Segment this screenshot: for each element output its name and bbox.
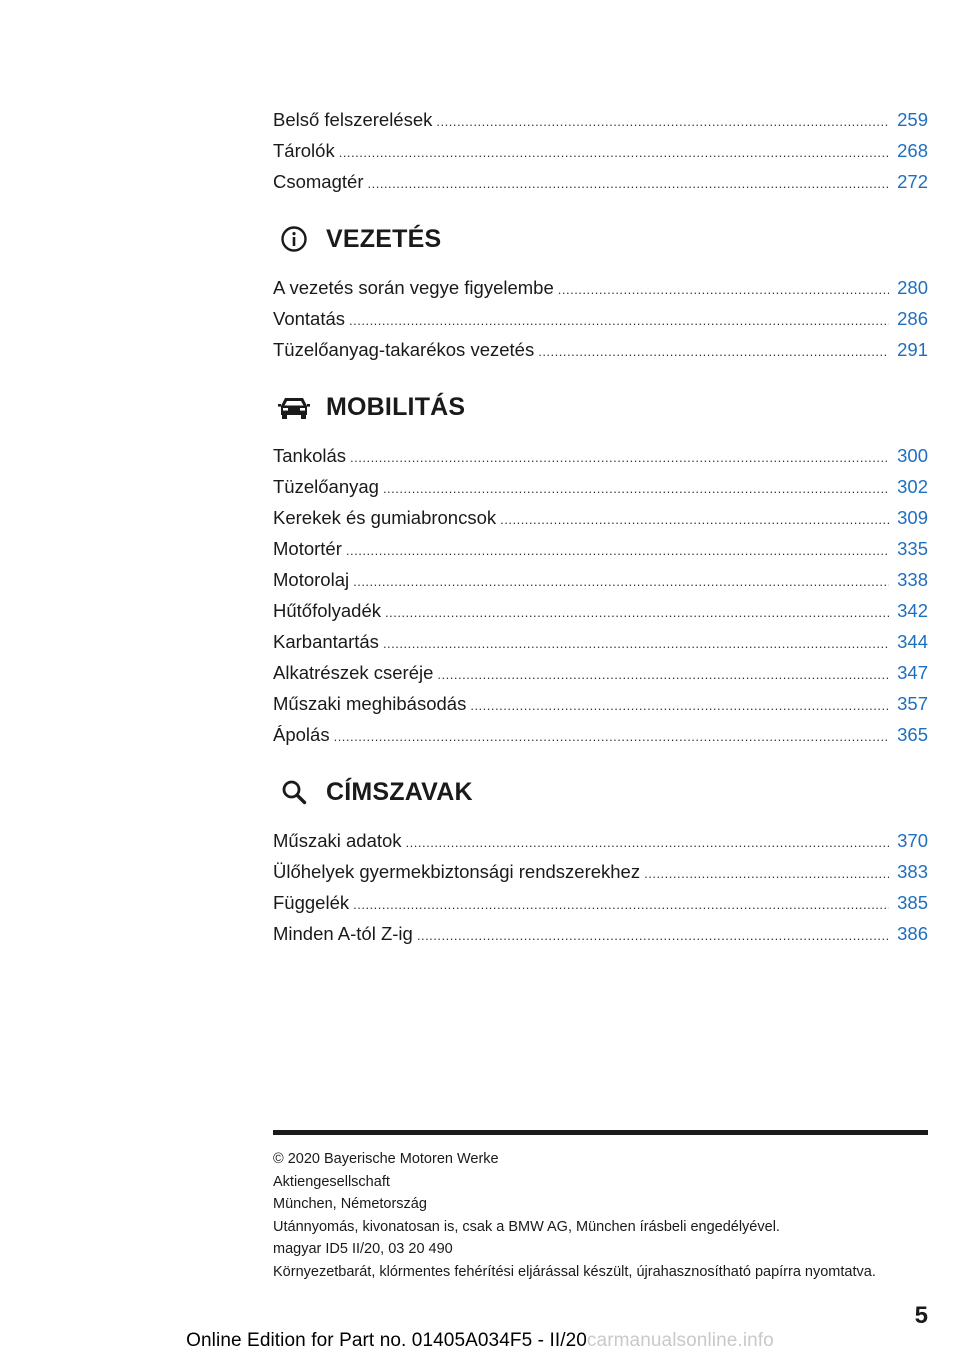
toc-entry-title: Belső felszerelések — [273, 109, 433, 130]
toc-entry[interactable] — [273, 595, 928, 626]
dot-leader — [349, 305, 889, 336]
toc-entry-page[interactable]: 385 — [897, 892, 928, 913]
dot-leader — [538, 336, 889, 367]
toc-entry-title: Hűtőfolyadék — [273, 600, 381, 621]
toc-entry-title: Minden A-tól Z-ig — [273, 923, 413, 944]
toc-entry-title: Vontatás — [273, 308, 346, 329]
toc-entry-page[interactable]: 272 — [897, 171, 928, 192]
toc-entry[interactable] — [273, 626, 928, 657]
toc-entry[interactable] — [273, 719, 928, 750]
toc-entry-page[interactable]: 280 — [897, 277, 928, 298]
dot-leader — [353, 566, 889, 597]
toc-entry[interactable] — [273, 688, 928, 719]
dot-leader — [406, 827, 890, 858]
toc-entry-page[interactable]: 370 — [897, 830, 928, 851]
toc-entry-page[interactable]: 302 — [897, 476, 928, 497]
toc-entry[interactable] — [273, 825, 928, 856]
imprint-divider — [273, 1130, 928, 1135]
toc-entry-page[interactable]: 386 — [897, 923, 928, 944]
dot-leader — [644, 858, 889, 889]
toc-group — [273, 206, 928, 365]
toc-entry-page[interactable]: 291 — [897, 339, 928, 360]
toc-entry[interactable] — [273, 166, 928, 197]
toc-entry-title: Motortér — [273, 538, 342, 559]
dot-leader — [353, 889, 889, 920]
toc-group — [273, 759, 928, 949]
page-number: 5 — [914, 1302, 928, 1329]
toc-entry-title: Alkatrészek cseréje — [273, 662, 434, 683]
dot-leader — [417, 920, 889, 951]
imprint — [273, 1148, 876, 1284]
toc-entry[interactable] — [273, 334, 928, 365]
toc-entry[interactable] — [273, 502, 928, 533]
toc-entry[interactable] — [273, 104, 928, 135]
footer-edition: Online Edition for Part no. 01405A034F5 - II/20 — [186, 1330, 587, 1351]
toc-entry-page[interactable]: 365 — [897, 724, 928, 745]
toc-entry-title: Ülőhelyek gyermekbiztonsági rendszerekhez — [273, 861, 641, 882]
toc-entry-page[interactable]: 335 — [897, 538, 928, 559]
dot-leader — [470, 690, 889, 721]
toc-entry-page[interactable]: 309 — [897, 507, 928, 528]
toc-entry[interactable] — [273, 856, 928, 887]
footer-site: carmanualsonline.info — [586, 1330, 774, 1351]
toc-entry-page[interactable]: 268 — [897, 140, 928, 161]
section-heading: MOBILITÁS — [326, 392, 466, 421]
dot-leader — [383, 628, 889, 659]
toc-entry[interactable] — [273, 272, 928, 303]
toc-entry-page[interactable]: 338 — [897, 569, 928, 590]
toc-entry-title: Tárolók — [273, 140, 335, 161]
toc-entry-title: Függelék — [273, 892, 350, 913]
toc-entry-page[interactable]: 259 — [897, 109, 928, 130]
toc-entry[interactable] — [273, 533, 928, 564]
dot-leader — [436, 106, 889, 137]
toc-entry[interactable] — [273, 471, 928, 502]
toc-entry-title: Tüzelőanyag-takarékos vezetés — [273, 339, 535, 360]
table-of-contents — [273, 104, 928, 949]
search-icon — [274, 778, 314, 806]
toc-entry-title: Kerekek és gumiabroncsok — [273, 507, 497, 528]
toc-entry-page[interactable]: 300 — [897, 445, 928, 466]
dot-leader — [346, 535, 889, 566]
toc-entry[interactable] — [273, 440, 928, 471]
imprint-line: © 2020 Bayerische Motoren Werke — [273, 1151, 499, 1167]
toc-entry-page[interactable]: 342 — [897, 600, 928, 621]
toc-entry[interactable] — [273, 918, 928, 949]
toc-entry-page[interactable]: 344 — [897, 631, 928, 652]
toc-entry[interactable] — [273, 564, 928, 595]
dot-leader — [558, 274, 889, 305]
section-header-vezetes — [273, 206, 928, 272]
dot-leader — [334, 721, 890, 752]
imprint-line: München, Németország — [273, 1196, 427, 1213]
toc-entry-page[interactable]: 383 — [897, 861, 928, 882]
toc-entry[interactable] — [273, 303, 928, 334]
toc-entry-title: Műszaki meghibásodás — [273, 693, 467, 714]
toc-entry-page[interactable]: 286 — [897, 308, 928, 329]
toc-entry-title: Ápolás — [273, 724, 330, 745]
toc-group — [273, 104, 928, 197]
toc-entry-title: Motorolaj — [273, 569, 350, 590]
footer — [0, 1330, 960, 1352]
imprint-line: Környezetbarát, klórmentes fehérítési eljárással készült, újrahasznosítható papírra nyomtatva. — [273, 1263, 876, 1280]
imprint-line: Aktiengesellschaft — [273, 1173, 390, 1190]
imprint-line: magyar ID5 II/20, 03 20 490 — [273, 1241, 453, 1258]
toc-entry-title: Műszaki adatok — [273, 830, 402, 851]
dot-leader — [350, 442, 889, 473]
dot-leader — [383, 473, 889, 504]
toc-entry[interactable] — [273, 887, 928, 918]
toc-entry-page[interactable]: 357 — [897, 693, 928, 714]
car-icon — [274, 394, 314, 420]
section-heading: VEZETÉS — [326, 224, 442, 253]
toc-entry-title: A vezetés során vegye figyelembe — [273, 277, 554, 298]
toc-entry[interactable] — [273, 657, 928, 688]
dot-leader — [367, 168, 889, 199]
section-heading: CÍMSZAVAK — [326, 777, 473, 806]
info-icon — [274, 225, 314, 253]
toc-group — [273, 374, 928, 750]
section-header-cimszavak — [273, 759, 928, 825]
toc-entry-title: Tankolás — [273, 445, 347, 466]
dot-leader — [500, 504, 889, 535]
imprint-line: Utánnyomás, kivonatosan is, csak a BMW AG, München írásbeli engedélyével. — [273, 1218, 780, 1235]
toc-entry-page[interactable]: 347 — [897, 662, 928, 683]
dot-leader — [437, 659, 889, 690]
toc-entry-title: Karbantartás — [273, 631, 379, 652]
toc-entry-title: Tüzelőanyag — [273, 476, 379, 497]
dot-leader — [339, 137, 889, 168]
section-header-mobilitas — [273, 374, 928, 440]
toc-entry[interactable] — [273, 135, 928, 166]
toc-entry-title: Csomagtér — [273, 171, 364, 192]
dot-leader — [385, 597, 889, 628]
